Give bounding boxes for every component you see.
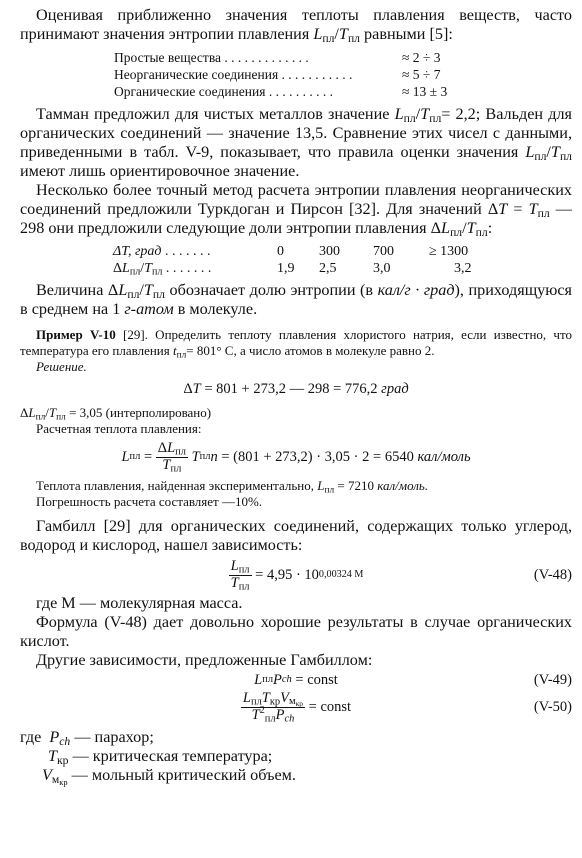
equation-v50: $\frac{L_{пл}T_{кр}V_{м_{кр}}}{T^2_{пл}P_{ch}}$ = const (V-50) — [242, 689, 572, 725]
definition-tkr: $T_{кр}$ — критическая температура; — [48, 746, 273, 767]
equation-number: (V-49) — [533, 671, 572, 688]
interpolation-line: $\Delta L_{пл}/T_{пл} = 3,05$ (интерполировано) — [20, 405, 212, 423]
definition-vmkr: $V_{м_{кр}}$ — мольный критический объем. — [42, 765, 296, 787]
paragraph-2: Тамман предложил для чистых металлов значение $L_{пл}/T_{пл}= 2,2$; Вальден для органических соединений — значение 13,5. Сравнение этих чисел с данными, приведенными в табл. V-9, показывает, что правила оценки значения $L_{пл}/T_{пл}$ имеют лишь ориентировочное значение. — [20, 105, 573, 180]
equation-l: L пл = $\frac{\Delta L_{пл}}{T_{пл}}$ T пл n = (801 + 273,2) · 3,05 · 2 = 6540 кал/моль — [121, 440, 471, 475]
equation-delta-t: Δ T = 801 + 273,2 — 298 = 776,2 град — [183, 381, 409, 397]
page-content — [20, 6, 572, 785]
equation-number: (V-48) — [533, 566, 572, 583]
paragraph-3: Несколько более точный метод расчета энтропии плавления неорганических соединений предложили Туркдоган и Пирсон [32]. Для значений $\Delta T = T_{пл}$ — 298 они предложили следующие доли энтропии плавления $\Delta L_{пл}/T_{пл}$: — [20, 181, 572, 239]
equation-v48: $\frac{L_{пл}}{T_{пл}}$ = 4,95 · 10 0,00324 M (V-48) — [230, 557, 572, 593]
error-text: Погрешность расчета составляет —10%. — [36, 493, 263, 509]
table-row: Простые вещества . . . . . . . . . . . . . ≈ 2 ÷ 3 — [114, 50, 441, 65]
equation-v49: L пл P ch = const (V-49) — [254, 671, 572, 688]
entropy-table — [113, 49, 448, 100]
where-m: где M — молекулярная масса. — [36, 593, 243, 612]
paragraph-6: Формула (V-48) дает довольно хорошие результаты в случае органических кислот. — [20, 612, 572, 650]
delta-t-table — [112, 243, 473, 277]
definition-pch: где $P_{ch}$ — парахор; — [20, 727, 154, 748]
table-row: Неорганические соединения . . . . . . . . . . . ≈ 5 ÷ 7 — [114, 67, 441, 82]
table-row: ΔT, град . . . . . . . 0 300 700 ≥ 1300 — [113, 244, 469, 259]
definitions — [20, 728, 572, 785]
experimental-heat: Теплота плавления, найденная экспериментально, $L_{пл} = 7210$ кал/моль. — [36, 477, 429, 496]
example-block: Пример V-10 [29]. Определить теплоту плавления хлористого натрия, если известно, что температура его плавления $t_{пл}= 801^\circ$ С, а число атомов в молекуле равно 2. — [20, 327, 572, 361]
paragraph-1: Оценивая приближенно значения теплоты плавления веществ, часто принимают значения энтропии плавления $L_{пл}/T_{пл}$ равными [5]: — [20, 6, 572, 45]
table-row: Органические соединения . . . . . . . . . . ≈ 13 ± 3 — [114, 84, 448, 99]
paragraph-5: Гамбилл [29] для органических соединений, содержащих только углерод, водород и кислород, нашел зависимость: — [20, 516, 572, 554]
equation-number: (V-50) — [533, 698, 572, 715]
calc-heat-label: Расчетная теплота плавления: — [36, 421, 202, 436]
paragraph-7: Другие зависимости, предложенные Гамбиллом: — [36, 650, 373, 669]
table-row: $\Delta L_{пл}/T_{пл}$ . . . . . . . 1,9 2,5 3,0 3,2 — [113, 261, 472, 277]
solution-label: Решение. — [36, 359, 87, 374]
paragraph-4: Величина $\Delta L_{пл}/T_{пл}$ обозначает долю энтропии (в кал/г · град), приходящуюся в среднем на 1 г-атом в молекуле. — [20, 281, 572, 318]
